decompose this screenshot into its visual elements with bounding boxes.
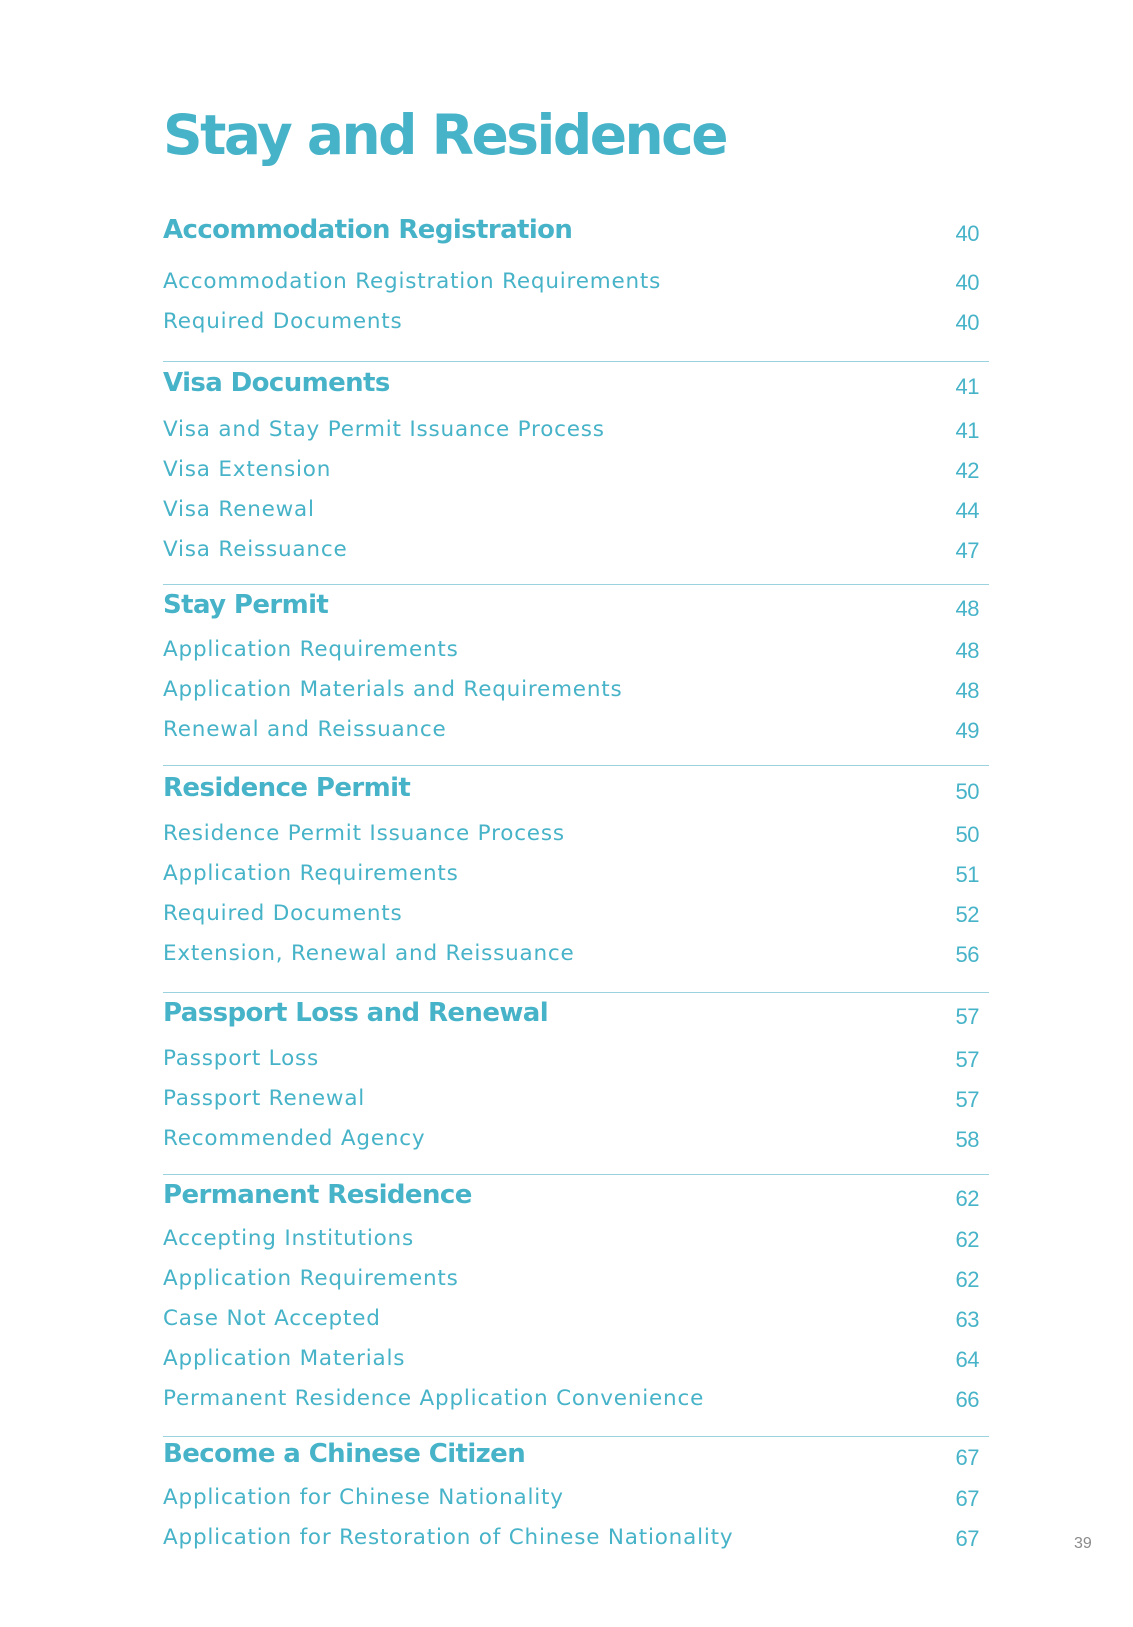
toc-section-stay-permit[interactable] [163,588,989,622]
toc-page-number: 41 [955,374,979,399]
toc-section-title: Visa Documents [163,368,390,398]
toc-page-number: 57 [955,1047,979,1072]
toc-page-number: 63 [955,1307,979,1332]
toc-item[interactable] [163,814,989,848]
toc-item[interactable] [163,854,989,888]
toc-item[interactable] [163,1119,989,1153]
toc-page-number: 62 [955,1186,979,1211]
toc-section-title: Become a Chinese Citizen [163,1439,526,1469]
toc-item-label: Permanent Residence Application Convenience [163,1385,705,1411]
toc-item-label: Extension, Renewal and Reissuance [163,940,575,966]
toc-page-number: 66 [955,1387,979,1412]
toc-page-number: 48 [955,638,979,663]
toc-item-label: Passport Loss [163,1045,320,1071]
toc-page-number: 67 [955,1445,979,1470]
toc-section-title: Residence Permit [163,773,411,803]
toc-item-label: Application Materials [163,1345,406,1371]
toc-page-number: 52 [955,902,979,927]
toc-item[interactable] [163,1259,989,1293]
toc-page-number: 42 [955,458,979,483]
toc-section-title: Passport Loss and Renewal [163,998,549,1028]
toc-item[interactable] [163,1518,989,1552]
toc-page-number: 40 [955,270,979,295]
toc-item-label: Visa Extension [163,456,332,482]
toc-section-permanent-residence[interactable] [163,1178,989,1212]
toc-page-number: 56 [955,942,979,967]
toc-item-label: Renewal and Reissuance [163,716,447,742]
toc-page-number: 50 [955,779,979,804]
toc-item-label: Visa Renewal [163,496,315,522]
toc-item[interactable] [163,1079,989,1113]
toc-section-visa-documents[interactable] [163,366,989,400]
toc-item[interactable] [163,302,989,336]
table-of-contents [163,0,989,1627]
toc-item[interactable] [163,710,989,744]
toc-page-number: 62 [955,1267,979,1292]
toc-item-label: Recommended Agency [163,1125,426,1151]
toc-item[interactable] [163,1339,989,1373]
toc-item-label: Required Documents [163,308,403,334]
toc-item-label: Residence Permit Issuance Process [163,820,565,846]
section-divider [163,992,989,993]
toc-item[interactable] [163,490,989,524]
toc-item[interactable] [163,630,989,664]
toc-item[interactable] [163,1379,989,1413]
page-title: Stay and Residence [163,103,727,167]
toc-item-label: Application Requirements [163,636,459,662]
toc-section-title: Accommodation Registration [163,215,573,245]
section-divider [163,361,989,362]
section-divider [163,584,989,585]
toc-item[interactable] [163,1219,989,1253]
toc-item[interactable] [163,934,989,968]
toc-section-accommodation-registration[interactable] [163,213,989,247]
toc-item-label: Application Requirements [163,1265,459,1291]
toc-page-number: 40 [955,221,979,246]
toc-item[interactable] [163,530,989,564]
toc-page-number: 48 [955,596,979,621]
toc-page-number: 40 [955,310,979,335]
toc-page-number: 49 [955,718,979,743]
section-divider [163,765,989,766]
toc-page-number: 48 [955,678,979,703]
toc-item-label: Application for Chinese Nationality [163,1484,564,1510]
toc-page-number: 41 [955,418,979,443]
toc-page-number: 51 [955,862,979,887]
toc-page-number: 67 [955,1526,979,1551]
toc-page-number: 47 [955,538,979,563]
toc-section-passport-loss-and-renewal[interactable] [163,996,989,1030]
toc-item[interactable] [163,1478,989,1512]
toc-item-label: Visa Reissuance [163,536,348,562]
toc-item-label: Application Requirements [163,860,459,886]
toc-page-number: 58 [955,1127,979,1152]
toc-item-label: Visa and Stay Permit Issuance Process [163,416,605,442]
toc-item-label: Accommodation Registration Requirements [163,268,662,294]
toc-item-label: Accepting Institutions [163,1225,414,1251]
toc-item-label: Required Documents [163,900,403,926]
toc-item[interactable] [163,894,989,928]
toc-item[interactable] [163,670,989,704]
toc-page-number: 64 [955,1347,979,1372]
page-number: 39 [1074,1535,1092,1552]
toc-section-title: Permanent Residence [163,1180,472,1210]
toc-item-label: Case Not Accepted [163,1305,381,1331]
toc-item[interactable] [163,450,989,484]
toc-item[interactable] [163,1039,989,1073]
toc-item[interactable] [163,410,989,444]
toc-item-label: Application for Restoration of Chinese Nationality [163,1524,734,1550]
toc-page-number: 57 [955,1004,979,1029]
toc-page-number: 67 [955,1486,979,1511]
toc-item-label: Passport Renewal [163,1085,366,1111]
toc-section-residence-permit[interactable] [163,771,989,805]
toc-page-number: 50 [955,822,979,847]
toc-item[interactable] [163,1299,989,1333]
toc-page-number: 62 [955,1227,979,1252]
toc-section-title: Stay Permit [163,590,329,620]
toc-page-number: 57 [955,1087,979,1112]
toc-page-number: 44 [955,498,979,523]
section-divider [163,1174,989,1175]
toc-item[interactable] [163,262,989,296]
toc-section-become-a-chinese-citizen[interactable] [163,1437,989,1471]
toc-item-label: Application Materials and Requirements [163,676,623,702]
